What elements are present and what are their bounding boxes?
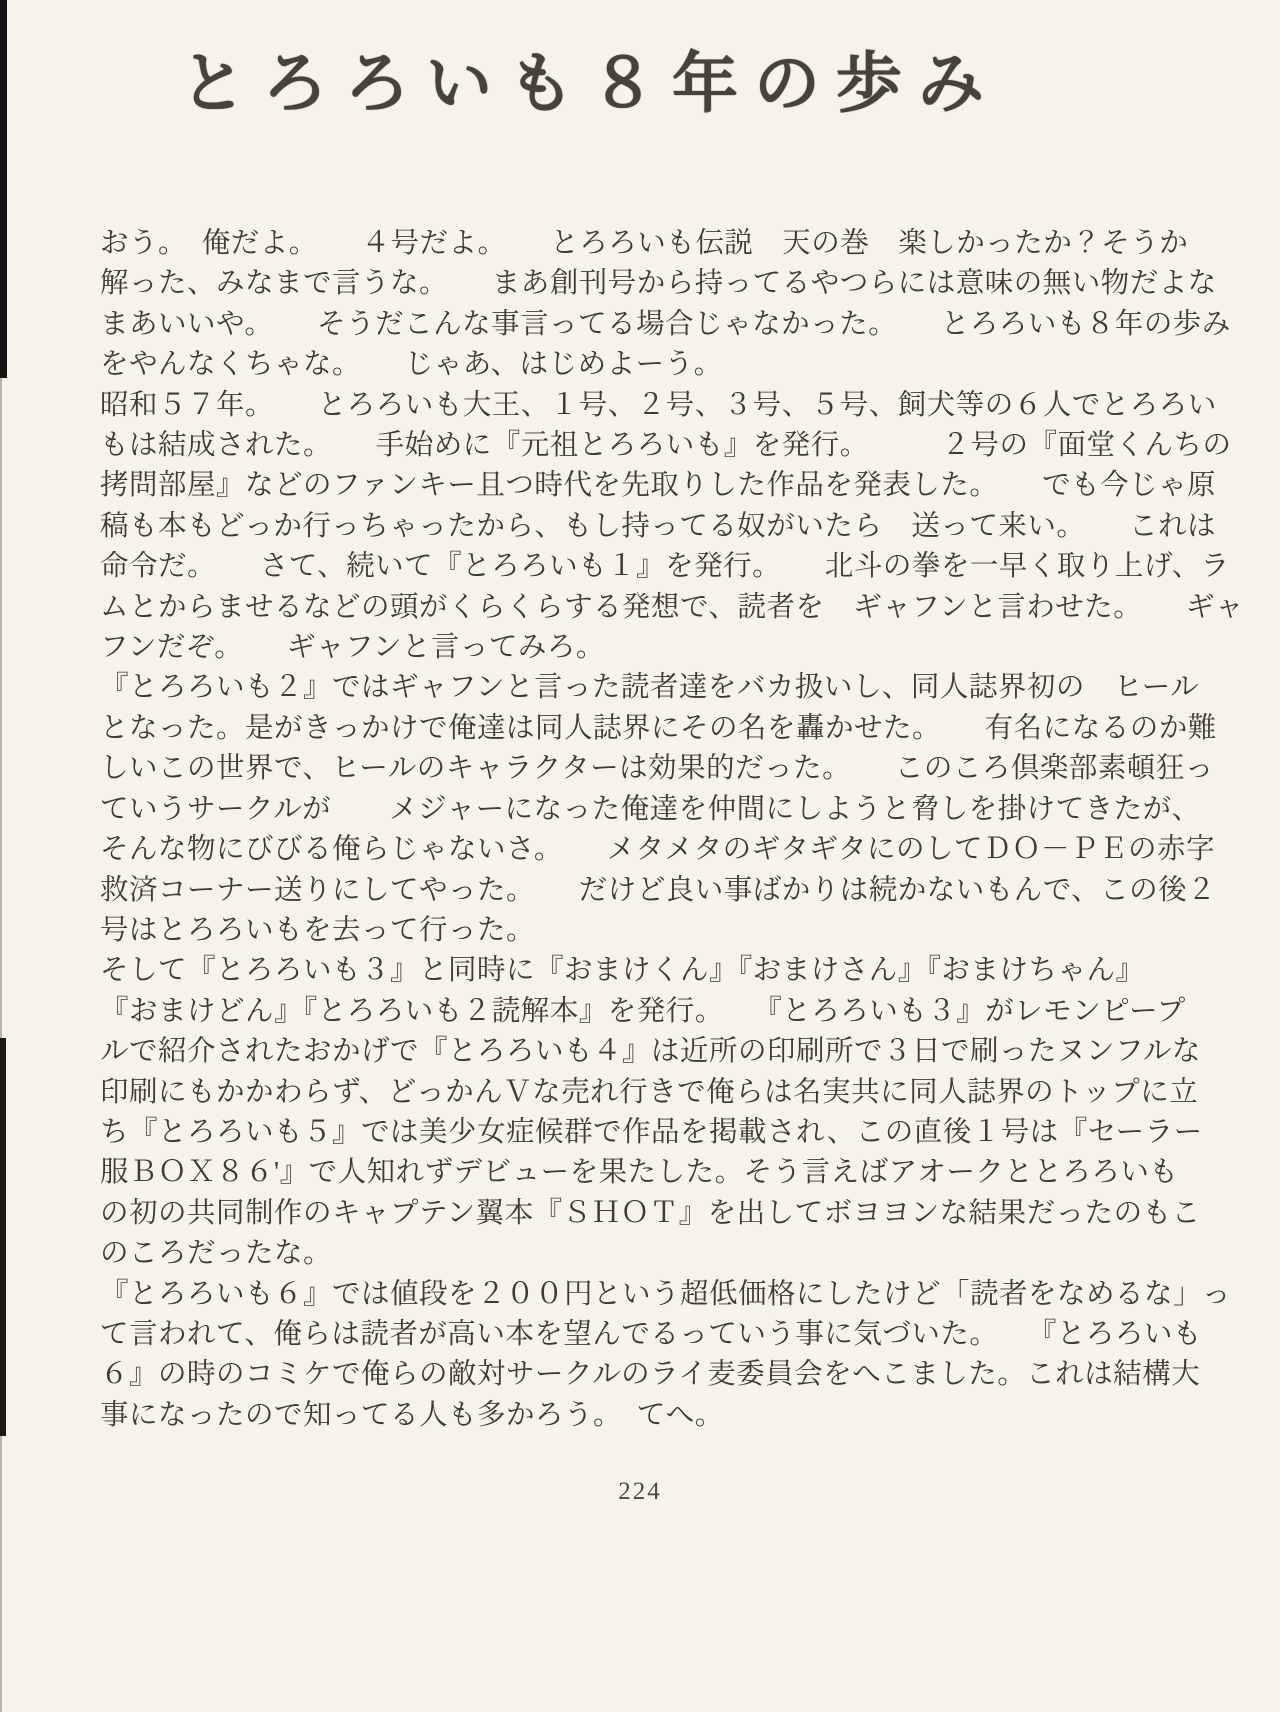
body-text-line: 『おまけどん』『とろろいも２読解本』を発行。 『とろろいも３』がレモンピープ — [100, 995, 1186, 1027]
body-text-line: 救済コーナー送りにしてやった。 だけど良い事ばかりは続かないもんで、この後２ — [100, 874, 1217, 906]
body-text-line: となった。是がきっかけで俺達は同人誌界にその名を轟かせた。 有名になるのか難 — [100, 712, 1217, 744]
body-text-line: 服ＢＯＸ８６'』で人知れずデビューを果たした。そう言えばアオークととろろいも — [100, 1157, 1179, 1189]
body-text-line: フンだぞ。 ギャフンと言ってみろ。 — [100, 632, 605, 664]
body-text-line: 解った、みなまで言うな。 まあ創刊号から持ってるやつらには意味の無い物だよな — [100, 268, 1217, 300]
body-text-line: そして『とろろいも３』と同時に『おまけくん』『おまけさん』『おまけちゃん』 — [100, 955, 1145, 987]
body-text-line: 命令だ。 さて、続いて『とろろいも１』を発行。 北斗の拳を一早く取り上げ、ラ — [100, 551, 1230, 583]
scan-black-bar-bottom — [0, 1038, 6, 1436]
body-text-line: の初の共同制作のキャプテン翼本『ＳＨＯＴ』を出してボヨヨンな結果だったのもこ — [100, 1197, 1201, 1229]
body-text-line: まあいいや。 そうだこんな事言ってる場合じゃなかった。 とろろいも８年の歩み — [100, 308, 1231, 340]
body-text-line: 稿も本もどっか行っちゃったから、もし持ってる奴がいたら 送って来い。 これは — [100, 510, 1217, 542]
body-text-line: ムとからませるなどの頭がくらくらする発想で、読者を ギャフンと言わせた。 ギャ — [100, 591, 1245, 623]
body-text-line: 『とろろいも２』ではギャフンと言った読者達をバカ扱いし、同人誌界初の ヒール — [100, 672, 1200, 704]
body-text-line: ち『とろろいも５』では美少女症候群で作品を掲載され、この直後１号は『セーラー — [100, 1116, 1203, 1148]
body-text-line: そんな物にびびる俺らじゃないさ。 メタメタのギタギタにのしてＤＯ－ＰＥの赤字 — [100, 834, 1216, 866]
body-text-line: をやんなくちゃな。 じゃあ、はじめよーう。 — [100, 349, 723, 381]
body-text-line: おう。 俺だよ。 ４号だよ。 とろろいも伝説 天の巻 楽しかったか？そうか — [100, 228, 1189, 259]
body-text-line: 昭和５７年。 とろろいも大王、１号、２号、３号、５号、飼犬等の６人でとろろい — [100, 389, 1217, 421]
page-number: 224 — [618, 1478, 662, 1505]
body-text-line: もは結成された。 手始めに『元祖とろろいも』を発行。 ２号の『面堂くんちの — [100, 430, 1232, 462]
body-text-line: ていうサークルが メジャーになった俺達を仲間にしようと脅しを掛けてきたが、 — [100, 793, 1201, 825]
body-text-line: のころだったな。 — [100, 1238, 333, 1270]
body-text-line: て言われて、俺らは読者が高い本を望んでるっていう事に気づいた。 『とろろいも — [100, 1318, 1202, 1350]
body-text-line: 号はとろろいもを去って行った。 — [100, 914, 536, 946]
body-text-line: 『とろろいも６』では値段を２００円という超低価格にしたけど「読者をなめるな」っ — [100, 1278, 1232, 1310]
body-text-line: ６』の時のコミケで俺らの敵対サークルのライ麦委員会をへこました。これは結構大 — [100, 1359, 1201, 1391]
body-text-line: 印刷にもかかわらず、どっかんＶな売れ行きで俺らは名実共に同人誌界のトップに立 — [100, 1076, 1199, 1108]
body-text-line: 事になったので知ってる人も多かろう。 てへ。 — [100, 1399, 724, 1431]
body-text-line: 拷問部屋』などのファンキー且つ時代を先取りした作品を発表した。 でも今じゃ原 — [100, 470, 1217, 502]
body-text-line: しいこの世界で、ヒールのキャラクターは効果的だった。 このころ倶楽部素頓狂っ — [100, 753, 1214, 785]
page-title: とろろいも８年の歩み — [180, 48, 1000, 121]
body-text-line: ルで紹介されたおかげで『とろろいも４』は近所の印刷所で３日で刷ったヌンフルな — [100, 1036, 1201, 1068]
body-text-block — [100, 224, 1245, 1436]
